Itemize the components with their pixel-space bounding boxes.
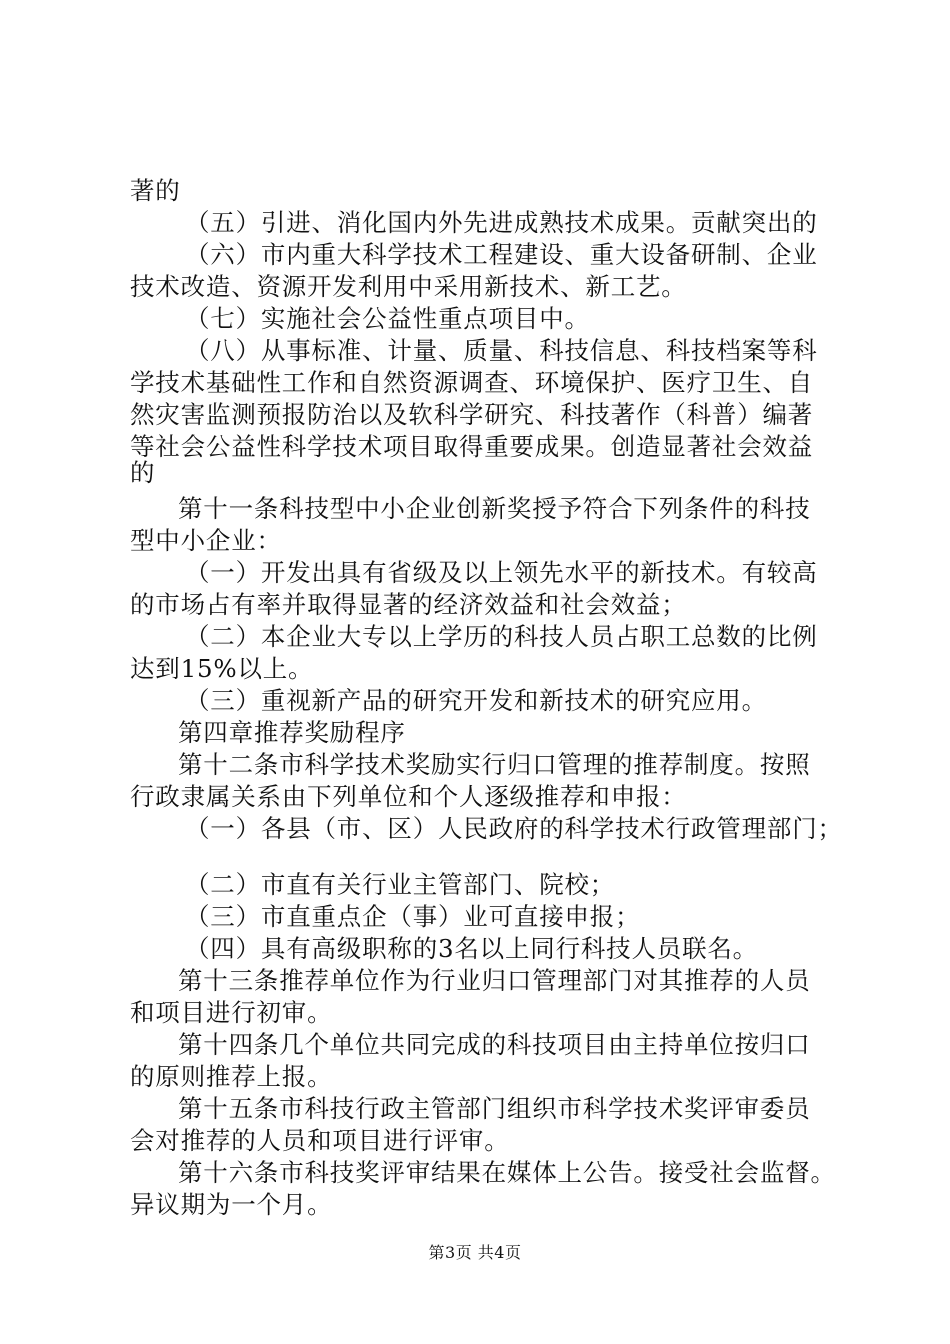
- text-line: 型中小企业：: [130, 526, 282, 555]
- text-line: 的原则推荐上报。: [130, 1062, 333, 1091]
- text-line: 的: [130, 458, 156, 487]
- article-heading: 第十一条科技型中小企业创新奖授予符合下列条件的科技: [178, 494, 811, 523]
- text-line: 和项目进行初审。: [130, 998, 333, 1027]
- page-number-footer: 第3页 共4页: [428, 1243, 522, 1262]
- text-line: （八）从事标准、计量、质量、科技信息、科技档案等科: [185, 336, 818, 365]
- text-line: 会对推荐的人员和项目进行评审。: [130, 1126, 510, 1155]
- text-line: （三）重视新产品的研究开发和新技术的研究应用。: [185, 686, 767, 715]
- text-line: 著的: [130, 176, 181, 205]
- text-line: （七）实施社会公益性重点项目中。: [185, 304, 590, 333]
- text-line: （五）引进、消化国内外先进成熟技术成果。贡献突出的: [185, 208, 818, 237]
- text-line: （六）市内重大科学技术工程建设、重大设备研制、企业: [185, 240, 818, 269]
- text-line: 然灾害监测预报防治以及软科学研究、科技著作（科普）编著: [130, 400, 814, 429]
- text-line: （二）本企业大专以上学历的科技人员占职工总数的比例: [185, 622, 818, 651]
- text-line: 学技术基础性工作和自然资源调查、环境保护、医疗卫生、自: [130, 368, 814, 397]
- text-line: （一）各县（市、区）人民政府的科学技术行政管理部门；: [185, 814, 843, 843]
- text-line: 达到15%以上。: [130, 654, 314, 683]
- text-line: （三）市直重点企（事）业可直接申报；: [185, 902, 641, 931]
- text-line: 等社会公益性科学技术项目取得重要成果。创造显著社会效益: [130, 432, 814, 461]
- text-line: 的市场占有率并取得显著的经济效益和社会效益；: [130, 590, 687, 619]
- text-line: （一）开发出具有省级及以上领先水平的新技术。有较高: [185, 558, 818, 587]
- chapter-heading: 第四章推荐奖励程序: [178, 718, 406, 747]
- text-line: 异议期为一个月。: [130, 1190, 333, 1219]
- article-heading: 第十三条推荐单位作为行业归口管理部门对其推荐的人员: [178, 966, 811, 995]
- article-heading: 第十二条市科学技术奖励实行归口管理的推荐制度。按照: [178, 750, 811, 779]
- article-heading: 第十六条市科技奖评审结果在媒体上公告。接受社会监督。: [178, 1158, 836, 1187]
- text-line: 技术改造、资源开发利用中采用新技术、新工艺。: [130, 272, 687, 301]
- article-heading: 第十五条市科技行政主管部门组织市科学技术奖评审委员: [178, 1094, 811, 1123]
- text-line: 行政隶属关系由下列单位和个人逐级推荐和申报：: [130, 782, 687, 811]
- article-heading: 第十四条几个单位共同完成的科技项目由主持单位按归口: [178, 1030, 811, 1059]
- text-line: （四）具有高级职称的3名以上同行科技人员联名。: [185, 934, 758, 963]
- text-line: （二）市直有关行业主管部门、院校；: [185, 870, 616, 899]
